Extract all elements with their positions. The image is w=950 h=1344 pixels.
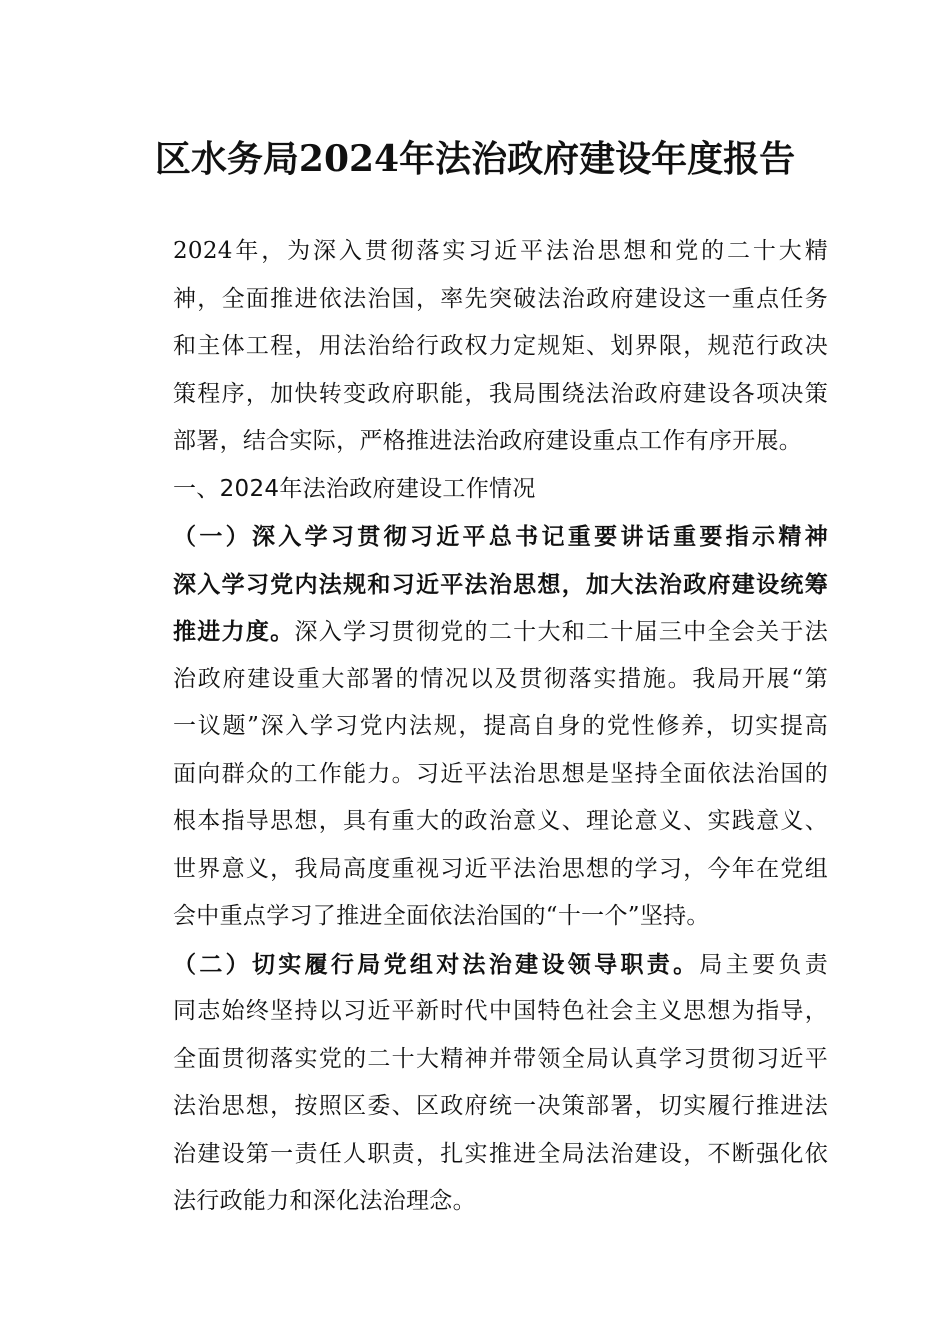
item-two-line: 法治思想，按照区委、区政府统一决策部署，切实履行推进法 [173,1093,828,1119]
item-two-line: 治建设第一责任人职责，扎实推进全局法治建设，不断强化依 [173,1140,828,1167]
intro-line: 2024年，为深入贯彻落实习近平法治思想和党的二十大精 [173,238,828,264]
document-body [173,228,828,1226]
document-title: 区水务局2024年法治政府建设年度报告 [154,138,796,180]
section-heading-text: 一、2024年法治政府建设工作情况 [173,475,536,502]
intro-line: 神，全面推进依法治国，率先突破法治政府建设这一重点任务 [173,285,828,312]
intro-line: 和主体工程，用法治给行政权力定规矩、划界限，规范行政决 [173,333,828,359]
item-two-lead: （二）切实履行局党组对法治建设领导职责。 [173,950,700,978]
item-one-line: 一议题”深入学习党内法规，提高自身的党性修养，切实提高 [173,713,828,739]
item-one-lead-line3: 推进力度。 [173,618,295,645]
item-one-line: 面向群众的工作能力。习近平法治思想是坚持全面依法治国的 [173,760,828,787]
item-one-paragraph [173,513,828,941]
item-one-line: 治政府建设重大部署的情况以及贯彻落实措施。我局开展“第 [173,665,828,692]
item-one-line: 根本指导思想，具有重大的政治意义、理论意义、实践意义、 [173,808,828,834]
item-two-line: 全面贯彻落实党的二十大精神并带领全局认真学习贯彻习近平 [173,1045,828,1072]
item-two-line1-rest: 局主要负责 [699,951,829,978]
item-one-line: 会中重点学习了推进全面依法治国的“十一个”坚持。 [173,903,710,929]
intro-line: 部署，结合实际，严格推进法治政府建设重点工作有序开展。 [173,428,803,454]
item-one-lead: （一）深入学习贯彻习近平总书记重要讲话重要指示精神 [173,523,828,550]
item-one-line: 世界意义，我局高度重视习近平法治思想的学习，今年在党组 [173,855,828,882]
item-two-line: 法行政能力和深化法治理念。 [173,1188,476,1214]
intro-paragraph [173,228,828,466]
section-heading [173,466,828,514]
item-two-paragraph [173,941,828,1226]
item-one-line3 [173,608,828,656]
intro-line: 策程序，加快转变政府职能，我局围绕法治政府建设各项决策 [173,380,828,407]
item-one-line3-rest: 深入学习贯彻党的二十大和二十届三中全会关于法 [294,619,828,645]
item-two-line: 同志始终坚持以习近平新时代中国特色社会主义思想为指导， [173,998,828,1024]
item-two-line1 [173,941,828,989]
item-one-lead-line2: 深入学习党内法规和习近平法治思想，加大法治政府建设统筹 [173,570,828,598]
